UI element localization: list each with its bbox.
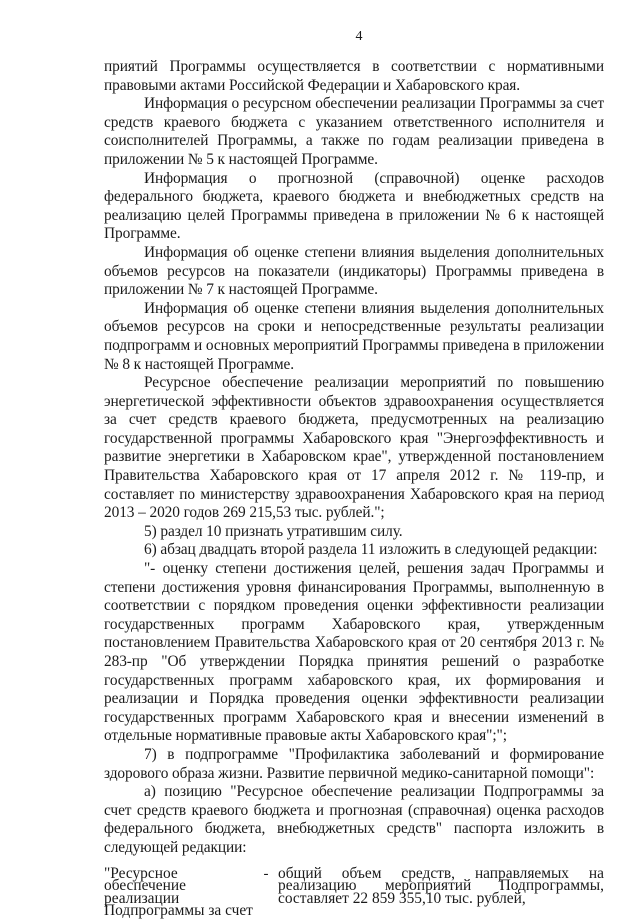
paragraph-6: Ресурсное обеспечение реализации мероприятий по повышению энергетической эффективности объектов здравоохранения осуществляется за счет средств краевого бюджета, предусмотренных на реализацию государственной программы Хабаровского края "Энергоэффективность и развитие энергетики в Хабаровском крае", утвержденной постановлением Правительства Хабаровского края от 17 апреля 2012 г. № 119-пр, и составляет по министерству здравоохранения Хабаровского края на период 2013 – 2020 годов 269 215,53 тыс. рублей."; — [104, 374, 604, 522]
page-number: 4 — [355, 29, 363, 44]
passport-row-dash: - — [263, 865, 269, 882]
document-page — [104, 28, 604, 918]
paragraph-11: а) позицию "Ресурсное обеспечение реализации Подпрограммы за счет средств краевого бюджета и прогнозная (справочная) оценка расходов федерального бюджета, внебюджетных средств" паспорта изложить в следующей редакции: — [104, 783, 604, 856]
paragraph-8: 6) абзац двадцать второй раздела 11 изложить в следующей редакции: — [144, 541, 598, 559]
paragraph-7: 5) раздел 10 признать утратившим силу. — [144, 522, 403, 540]
paragraph-9: "- оценку степени достижения целей, решения задач Программы и степени достижения уровня финансирования Программы, выполненную в соответствии с порядком проведения оценки эффективности реализации государственных программ Хабаровского края, утвержденным постановлением Правительства Хабаровского края от 20 сентября 2013 г. № 283-пр "Об утверждении Порядка принятия решений о разработке государственных программ хабаровского края, их формирования и реализации и Порядка проведения оценки эффективности реализации государственных программ Хабаровского края и внесении изменений в отдельные нормативные правовые акты Хабаровского края";"; — [104, 560, 604, 745]
paragraph-1: приятий Программы осуществляется в соответствии с нормативными правовыми актами Российской Федерации и Хабаровского края. — [104, 58, 604, 94]
passport-row-value: общий объем средств, направляемых на реализацию мероприятий Подпрограммы, составляет 22 859 355,10 тыс. рублей, — [278, 864, 604, 907]
paragraph-2: Информация о ресурсном обеспечении реализации Программы за счет средств краевого бюджета с указанием ответственного исполнителя и соисполнителей Программы, а также по годам реализации приведена в приложении № 5 к настоящей Программе. — [104, 95, 604, 168]
paragraph-4: Информация об оценке степени влияния выделения дополнительных объемов ресурсов на показатели (индикаторы) Программы приведена в приложении № 7 к настоящей Программе. — [104, 243, 604, 299]
passport-table-row — [104, 864, 604, 919]
paragraph-10: 7) в подпрограмме "Профилактика заболеваний и формирование здорового образа жизни. Развитие первичной медико-санитарной помощи": — [104, 745, 604, 782]
paragraph-3: Информация о прогнозной (справочной) оценке расходов федерального бюджета, краевого бюджета и внебюджетных средств на реализацию целей Программы приведена в приложении № 6 к настоящей Программе. — [104, 169, 604, 243]
passport-row-label: "Ресурсное обеспечение реализации Подпрограммы за счет — [104, 864, 253, 919]
paragraph-5: Информация об оценке степени влияния выделения дополнительных объемов ресурсов на сроки и непосредственные результаты реализации подпрограмм и основных мероприятий Программы приведена в приложении № 8 к настоящей Программе. — [104, 299, 604, 373]
